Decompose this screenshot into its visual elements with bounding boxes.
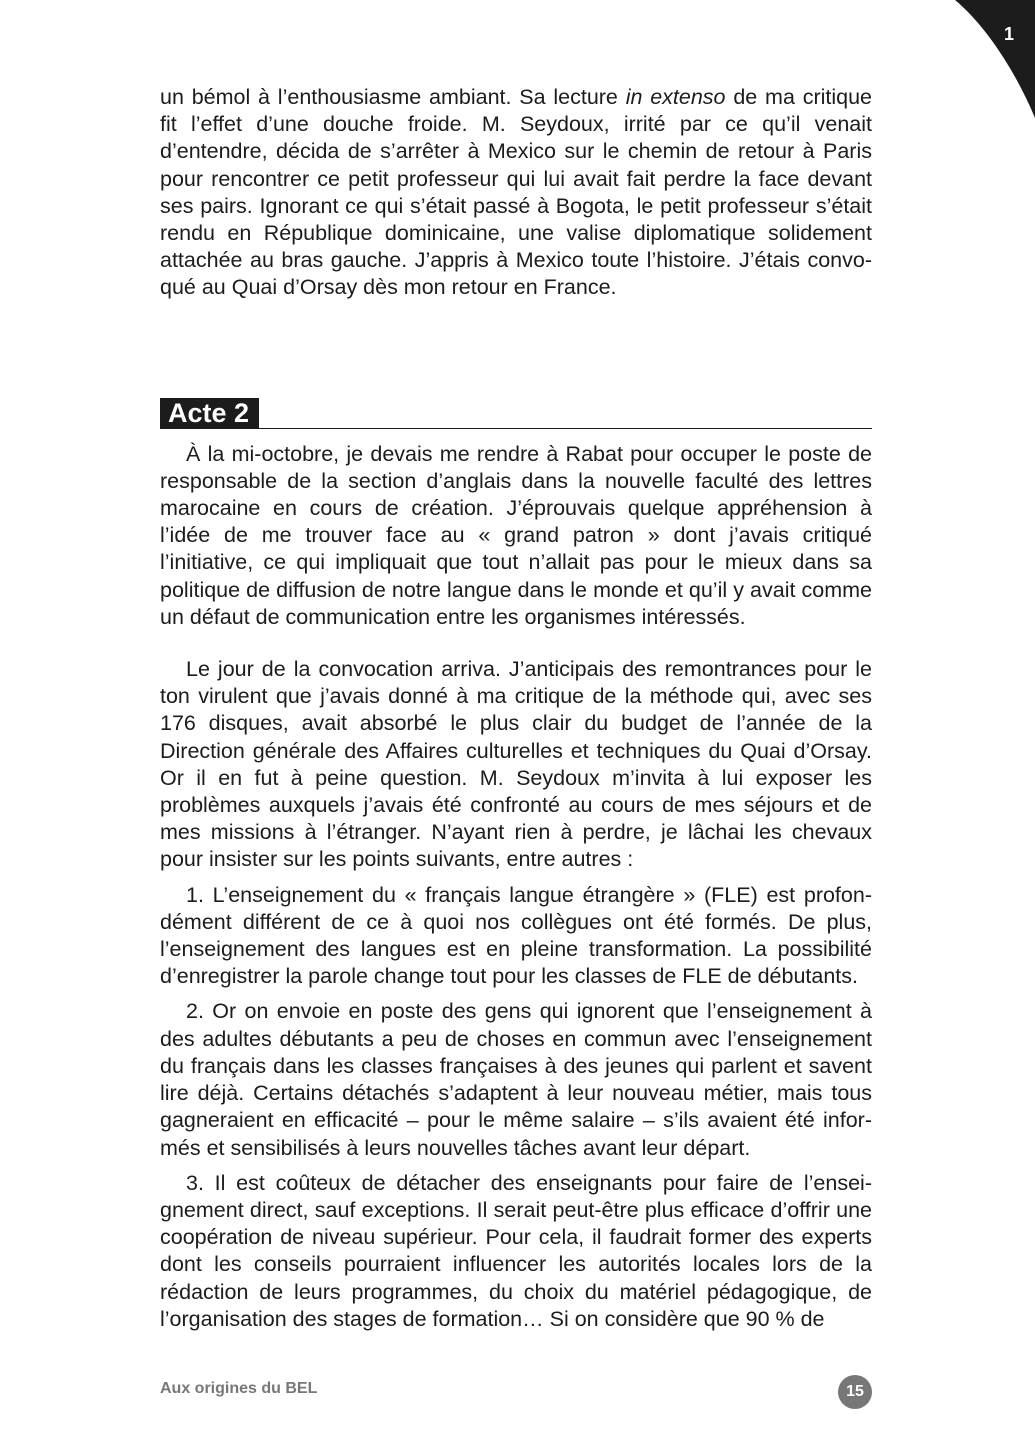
paragraph: Le jour de la convocation arriva. J’anticipais des remontrances pour le ton virulent que j’avais donné à ma critique de la méthode qui, avec ses 176 disques, avait absorbé le plus clair du budget de l’année de la Direction générale des Affaires culturelles et techniques du Quai d’Orsay. Or il en fut à peine question. M. Seydoux m’invita à lui exposer les problèmes auxquels j’avais été confronté au cours de mes séjours et de mes missions à l’étranger. N’ayant rien à perdre, je lâchai les chevaux pour insister sur les points suivants, entre autres : [160, 657, 872, 872]
italic-term: in extenso [625, 85, 726, 109]
page-body [160, 84, 872, 1333]
paragraph-text: de ma critique fit l’effet d’une douche froide. M. Seydoux, irrité par ce qu’il venait d’entendre, décida de s’arrêter à Mexico sur le chemin de retour à Paris pour rencontrer ce petit professeur qui lui avait fait perdre la face devant ses pairs. Ignorant ce qui s’était passé à Bogota, le petit professeur s’était rendu en République dominicaine, une valise diplomatique solidement attachée au bras gauche. J’appris à Mexico toute l’histoire. J’étais convoqué au Quai d’Orsay dès mon retour en France. [160, 85, 872, 300]
list-item: 1. L’enseignement du « français langue étrangère » (FLE) est profondément différent de ce à quoi nos collègues ont été formés. De plus, l’enseignement des langues est en pleine transformation. La possibilité d’enregistrer la parole change tout pour les classes de FLE de débutants. [160, 882, 872, 989]
running-footer-title: Aux origines du BEL [160, 1380, 318, 1397]
paragraph-continued [160, 84, 872, 302]
chapter-number: 1 [1003, 24, 1014, 44]
paragraph-text: un bémol à l’enthousiasme ambiant. Sa lecture [160, 85, 626, 109]
paragraph: À la mi-octobre, je devais me rendre à Rabat pour occuper le poste de responsable de la section d’anglais dans la nouvelle faculté des lettres marocaine en cours de création. J’éprouvais quelque appréhension à l’idée de me trouver face au « grand patron » dont j’avais critiqué l’initiative, ce qui impliquait que tout n’allait pas pour le mieux dans sa politique de diffusion de notre langue dans le monde et qu’il y avait comme un défaut de communication entre les organismes intéressés. [160, 441, 872, 629]
list-item: 2. Or on envoie en poste des gens qui ignorent que l’enseignement à des adultes débutants a peu de choses en commun avec l’enseignement du français dans les classes françaises à des jeunes qui parlent et savent lire déjà. Certains détachés s’adaptent à leur nouveau métier, mais tous gagneraient en efficacité – pour le même salaire – s’ils avaient été informés et sensibilisés à leurs nouvelles tâches avant leur départ. [160, 999, 872, 1160]
section-heading [160, 398, 872, 429]
section-heading-label: Acte 2 [160, 398, 259, 428]
chapter-corner-tab [955, 0, 1035, 120]
page-number-badge: 15 [838, 1375, 872, 1409]
list-item: 3. Il est coûteux de détacher des enseignants pour faire de l’enseignement direct, sauf exceptions. Il serait peut-être plus efficace d’offrir une coopération de niveau supérieur. Pour cela, il faudrait former des experts dont les conseils pourraient influencer les autorités locales lors de la rédaction de leurs programmes, du choix du matériel pédagogique, de l’organisation des stages de formation… Si on considère que 90 % de [160, 1170, 872, 1331]
